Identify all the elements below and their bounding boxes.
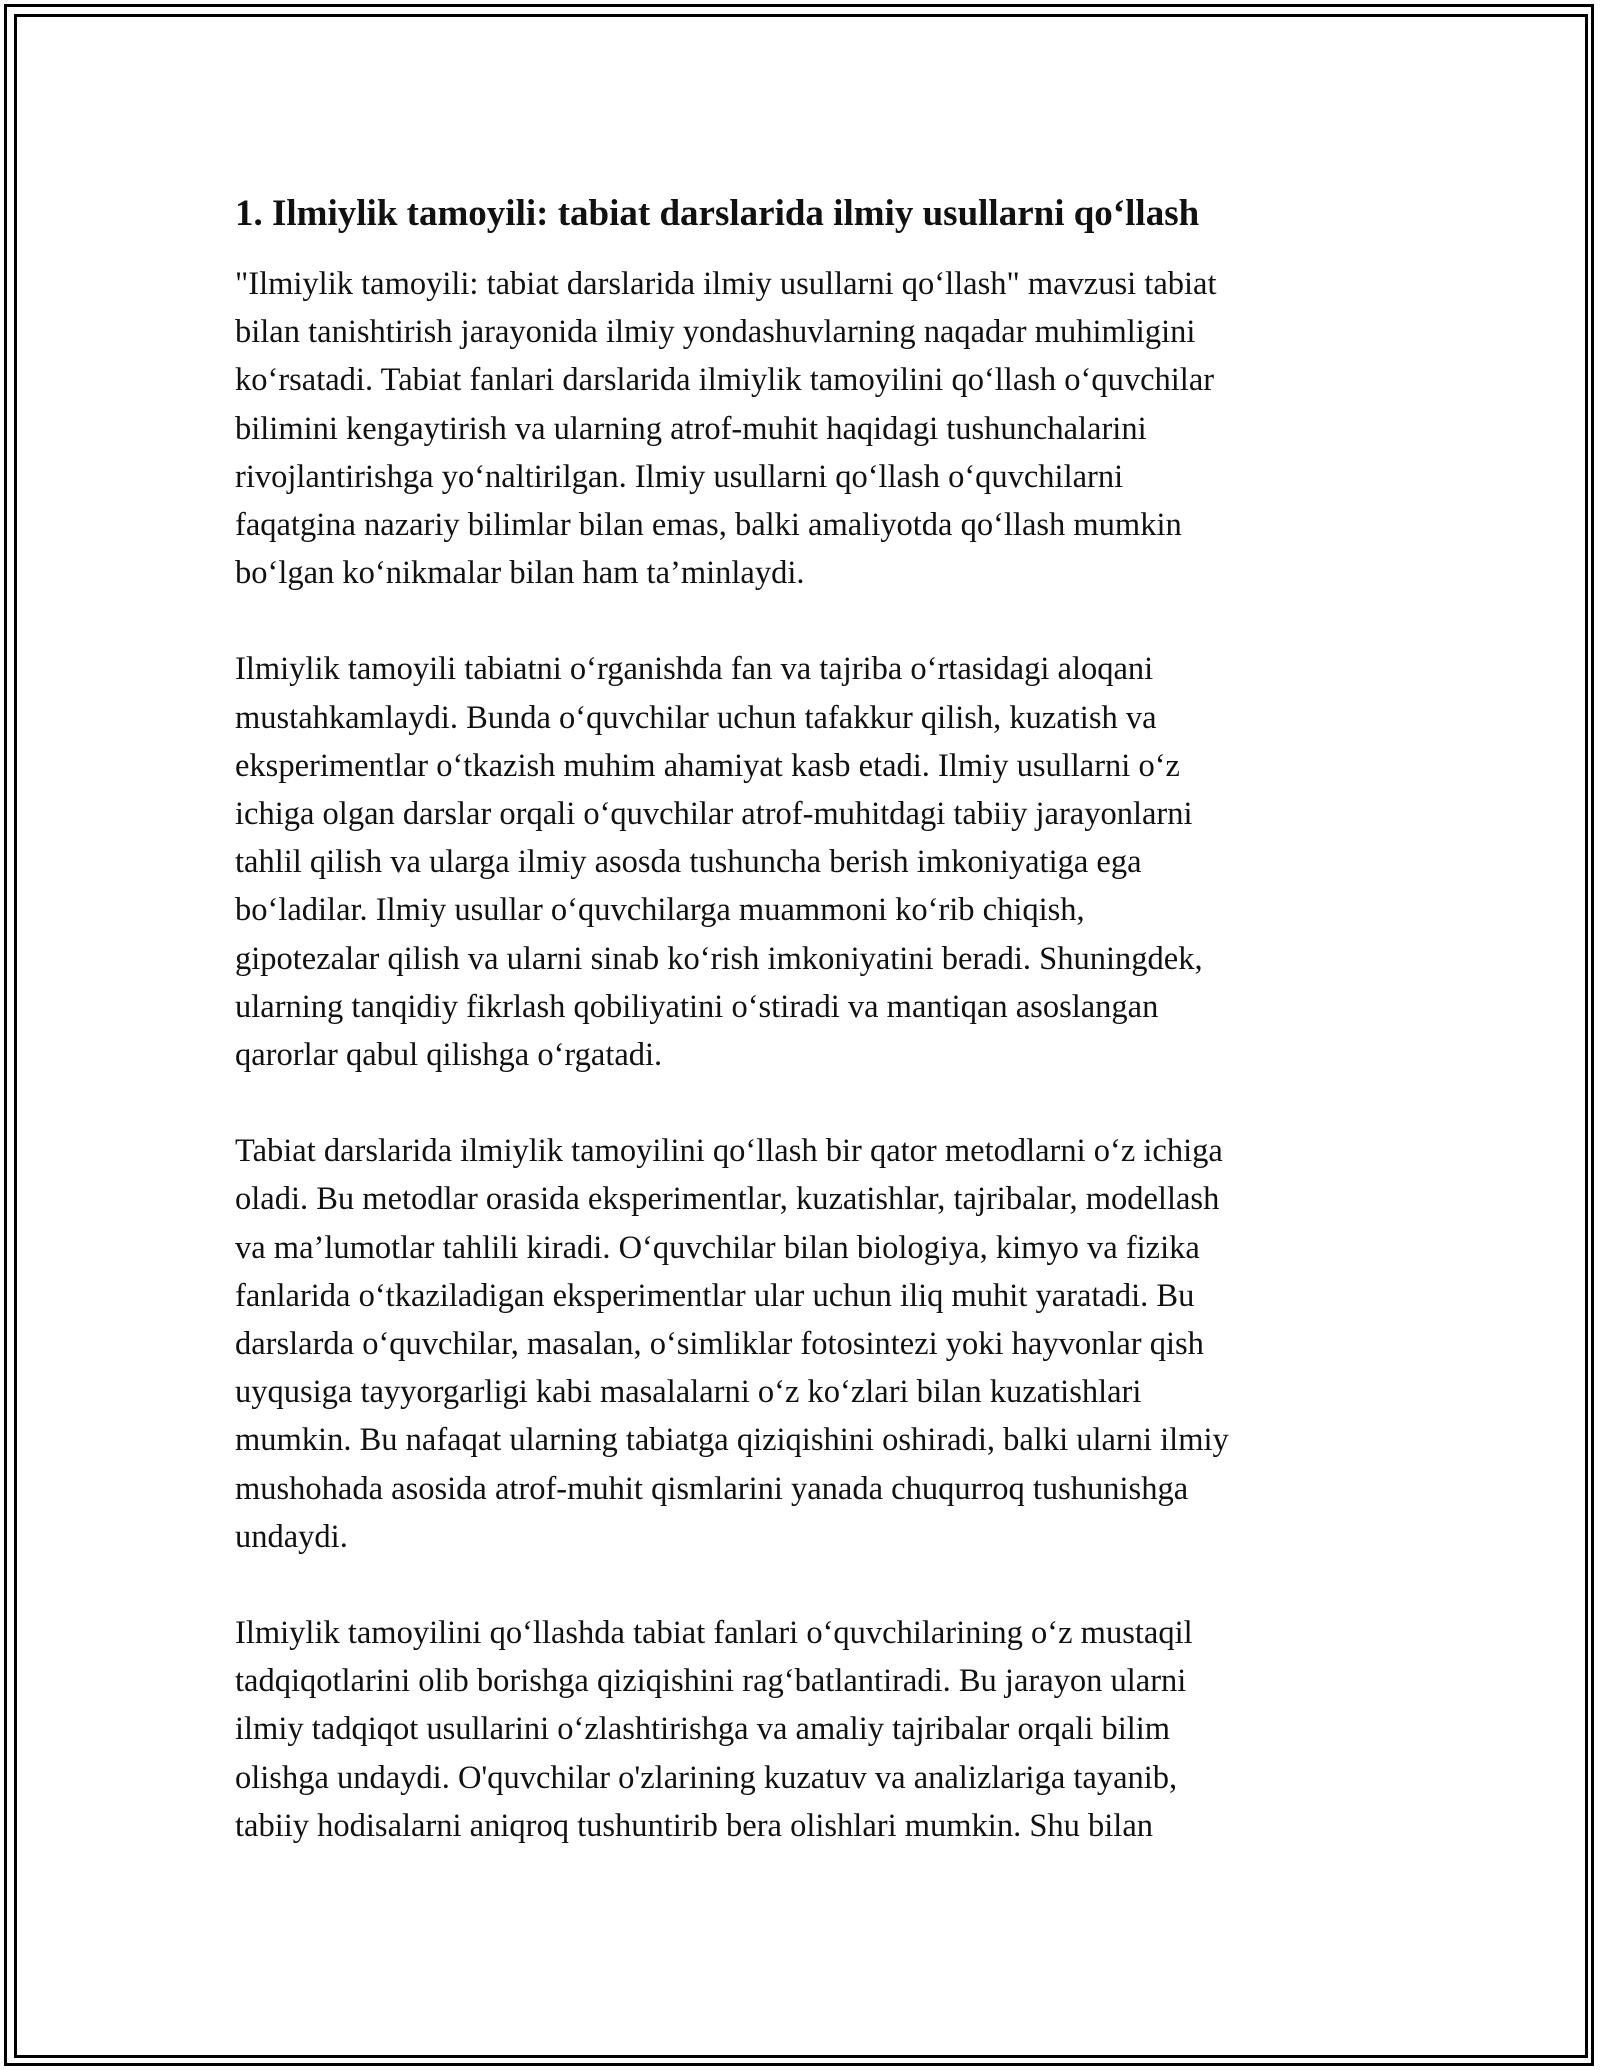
text-line: Ilmiylik tamoyilini qo‘llashda tabiat fanlari o‘quvchilarining o‘z mustaqil bbox=[235, 1615, 1193, 1652]
text-line: ilmiy tadqiqot usullarini o‘zlashtirishga va amaliy tajribalar orqali bilim bbox=[235, 1711, 1171, 1748]
text-line: tadqiqotlarini olib borishga qiziqishini rag‘batlantiradi. Bu jarayon ularni bbox=[235, 1663, 1187, 1700]
text-line: bo‘lgan ko‘nikmalar bilan ham ta’minlaydi. bbox=[235, 555, 805, 592]
text-line: fanlarida o‘tkaziladigan eksperimentlar ular uchun iliq muhit yaratadi. Bu bbox=[235, 1277, 1195, 1314]
text-line: olishga undaydi. O'quvchilar o'zlarining kuzatuv va analizlariga tayanib, bbox=[235, 1759, 1178, 1796]
paragraph-2 bbox=[235, 645, 1385, 1079]
text-line: bilan tanishtirish jarayonida ilmiy yondashuvlarning naqadar muhimligini bbox=[235, 314, 1196, 351]
text-line: bilimini kengaytirish va ularning atrof-muhit haqidagi tushunchalarini bbox=[235, 410, 1147, 447]
text-line: Tabiat darslarida ilmiylik tamoyilini qo‘llash bir qator metodlarni o‘z ichiga bbox=[235, 1133, 1223, 1170]
text-line: darslarda o‘quvchilar, masalan, o‘simliklar fotosintezi yoki hayvonlar qish bbox=[235, 1326, 1204, 1363]
text-line: tabiiy hodisalarni aniqroq tushuntirib bera olishlari mumkin. Shu bilan bbox=[235, 1807, 1153, 1844]
text-line: ko‘rsatadi. Tabiat fanlari darslarida ilmiylik tamoyilini qo‘llash o‘quvchilar bbox=[235, 362, 1215, 399]
text-line: tahlil qilish va ularga ilmiy asosda tushuncha berish imkoniyatiga ega bbox=[235, 844, 1142, 881]
text-line: bo‘ladilar. Ilmiy usullar o‘quvchilarga muammoni ko‘rib chiqish, bbox=[235, 892, 1085, 929]
text-line: gipotezalar qilish va ularni sinab ko‘rish imkoniyatini beradi. Shuningdek, bbox=[235, 940, 1203, 977]
text-line: ichiga olgan darslar orqali o‘quvchilar atrof-muhitdagi tabiiy jarayonlarni bbox=[235, 796, 1193, 833]
text-line: qarorlar qabul qilishga o‘rgatadi. bbox=[235, 1037, 663, 1074]
paragraph-4 bbox=[235, 1609, 1385, 1850]
text-line: Ilmiylik tamoyili tabiatni o‘rganishda fan va tajriba o‘rtasidagi aloqani bbox=[235, 651, 1154, 688]
section-heading: 1. Ilmiylik tamoyili: tabiat darslarida ilmiy usullarni qo‘llash bbox=[235, 193, 1200, 234]
text-line: mustahkamlaydi. Bunda o‘quvchilar uchun tafakkur qilish, kuzatish va bbox=[235, 699, 1157, 736]
text-line: faqatgina nazariy bilimlar bilan emas, balki amaliyotda qo‘llash mumkin bbox=[235, 507, 1182, 544]
text-line: mumkin. Bu nafaqat ularning tabiatga qiziqishini oshiradi, balki ularni ilmiy bbox=[235, 1422, 1229, 1459]
text-line: rivojlantirishga yo‘naltirilgan. Ilmiy usullarni qo‘llash o‘quvchilarni bbox=[235, 458, 1124, 495]
text-line: ularning tanqidiy fikrlash qobiliyatini o‘stiradi va mantiqan asoslangan bbox=[235, 988, 1159, 1025]
text-line: undaydi. bbox=[235, 1518, 348, 1555]
text-line: va ma’lumotlar tahlili kiradi. O‘quvchilar bilan biologiya, kimyo va fizika bbox=[235, 1229, 1200, 1266]
text-line: "Ilmiylik tamoyili: tabiat darslarida ilmiy usullarni qo‘llash" mavzusi tabiat bbox=[235, 266, 1217, 302]
text-line: uyqusiga tayyorgarligi kabi masalalarni o‘z ko‘zlari bilan kuzatishlari bbox=[235, 1374, 1142, 1411]
paragraph-3 bbox=[235, 1127, 1385, 1561]
document-body bbox=[235, 188, 1385, 1898]
text-line: mushohada asosida atrof-muhit qismlarini yanada chuqurroq tushunishga bbox=[235, 1470, 1189, 1507]
text-line: oladi. Bu metodlar orasida eksperimentlar, kuzatishlar, tajribalar, modellash bbox=[235, 1181, 1220, 1218]
paragraph-1 bbox=[235, 260, 1385, 597]
text-line: eksperimentlar o‘tkazish muhim ahamiyat kasb etadi. Ilmiy usullarni o‘z bbox=[235, 747, 1180, 784]
